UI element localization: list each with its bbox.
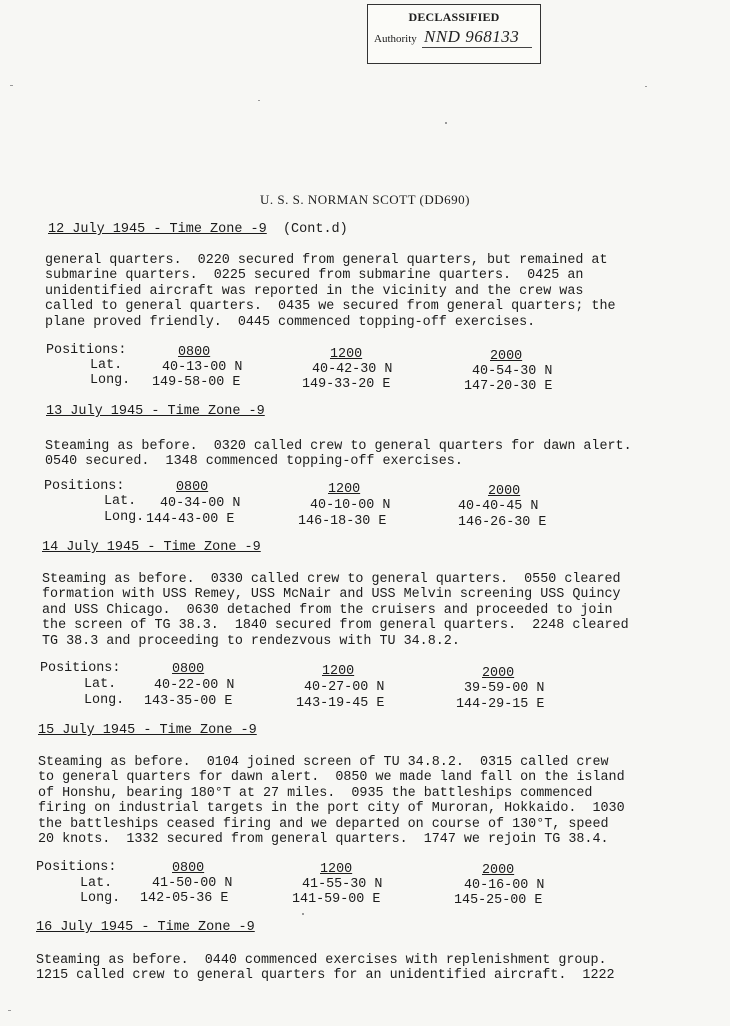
positions-table-15-july — [36, 860, 656, 912]
section-heading-16-july — [36, 920, 255, 935]
lat-label: Lat. — [90, 358, 123, 373]
time-1200: 1200 — [330, 347, 363, 362]
time-2000: 2000 — [490, 349, 523, 364]
lat-label: Lat. — [104, 494, 137, 509]
long-label: Long. — [84, 693, 125, 708]
positions-label: Positions: — [36, 860, 117, 875]
long-1200: 143-19-45 E — [296, 696, 385, 711]
body-line: 0540 secured. 1348 commenced topping-off exercises. — [45, 454, 463, 470]
long-0800: 149-58-00 E — [152, 375, 241, 390]
body-line: the screen of TG 38.3. 1840 secured from general quarters. 2248 cleared — [42, 618, 629, 634]
section-body-14-july — [42, 572, 702, 649]
long-2000: 145-25-00 E — [454, 893, 543, 908]
lat-2000: 40-40-45 N — [458, 499, 539, 514]
long-1200: 149-33-20 E — [302, 377, 391, 392]
lat-label: Lat. — [84, 677, 117, 692]
body-line: to general quarters for dawn alert. 0850 we made land fall on the island — [38, 770, 625, 786]
long-1200: 141-59-00 E — [292, 892, 381, 907]
long-2000: 146-26-30 E — [458, 515, 547, 530]
time-0800: 0800 — [172, 861, 205, 876]
time-0800: 0800 — [176, 480, 209, 495]
lat-0800: 40-13-00 N — [162, 360, 243, 375]
long-1200: 146-18-30 E — [298, 514, 387, 529]
section-heading-15-july — [38, 723, 257, 738]
body-line: Steaming as before. 0104 joined screen of TU 34.8.2. 0315 called crew — [38, 755, 609, 770]
section-body-13-july — [45, 439, 705, 470]
lat-1200: 40-27-00 N — [304, 680, 385, 695]
lat-0800: 41-50-00 N — [152, 876, 233, 891]
section-body-12-july — [45, 253, 705, 330]
body-line: firing on industrial targets in the port city of Muroran, Hokkaido. 1030 — [38, 801, 625, 817]
long-0800: 143-35-00 E — [144, 694, 233, 709]
lat-2000: 40-54-30 N — [472, 364, 553, 379]
section-date: 16 July 1945 - Time Zone -9 — [36, 920, 255, 935]
body-line: and USS Chicago. 0630 detached from the cruisers and proceeded to join — [42, 602, 613, 618]
positions-table-12-july — [44, 343, 664, 395]
section-date: 13 July 1945 - Time Zone -9 — [46, 404, 265, 419]
section-date: 14 July 1945 - Time Zone -9 — [42, 540, 261, 555]
long-0800: 144-43-00 E — [146, 512, 235, 527]
lat-1200: 40-42-30 N — [312, 362, 393, 377]
lat-2000: 40-16-00 N — [464, 878, 545, 893]
lat-0800: 40-34-00 N — [160, 496, 241, 511]
time-1200: 1200 — [322, 664, 355, 679]
lat-2000: 39-59-00 N — [464, 681, 545, 696]
long-label: Long. — [80, 891, 121, 906]
section-date: 15 July 1945 - Time Zone -9 — [38, 723, 257, 738]
time-2000: 2000 — [482, 863, 515, 878]
lat-1200: 41-55-30 N — [302, 877, 383, 892]
body-line: of Honshu, bearing 180°T at 27 miles. 0935 the battleships commenced — [38, 785, 593, 801]
stamp-authority-label: Authority — [374, 33, 417, 45]
time-1200: 1200 — [328, 482, 361, 497]
long-label: Long. — [90, 373, 131, 388]
stamp-authority-value: NND 968133 — [424, 27, 520, 46]
section-heading-13-july — [46, 404, 265, 419]
long-0800: 142-05-36 E — [140, 891, 229, 906]
lat-0800: 40-22-00 N — [154, 678, 235, 693]
body-line: 1215 called crew to general quarters for an unidentified aircraft. 1222 — [36, 968, 615, 984]
body-line: Steaming as before. 0330 called crew to general quarters. 0550 cleared — [42, 572, 621, 587]
long-2000: 147-20-30 E — [464, 379, 553, 394]
time-1200: 1200 — [320, 862, 353, 877]
body-line: plane proved friendly. 0445 commenced topping-off exercises. — [45, 314, 536, 330]
lat-label: Lat. — [80, 876, 113, 891]
section-body-16-july — [36, 953, 696, 984]
stamp-title: DECLASSIFIED — [408, 10, 500, 24]
positions-label: Positions: — [44, 479, 125, 494]
body-line: general quarters. 0220 secured from general quarters, but remained at — [45, 253, 608, 268]
declassified-stamp — [367, 4, 541, 64]
positions-table-14-july — [40, 661, 660, 713]
body-line: called to general quarters. 0435 we secured from general quarters; the — [45, 299, 616, 315]
lat-1200: 40-10-00 N — [310, 498, 391, 513]
time-2000: 2000 — [488, 484, 521, 499]
section-body-15-july — [38, 755, 698, 847]
time-0800: 0800 — [178, 345, 211, 360]
section-heading-14-july — [42, 540, 261, 555]
ship-title: U. S. S. NORMAN SCOTT (DD690) — [259, 192, 470, 207]
body-line: TG 38.3 and proceeding to rendezvous with TU 34.8.2. — [42, 633, 460, 649]
body-line: submarine quarters. 0225 secured from submarine quarters. 0425 an — [45, 268, 584, 284]
body-line: Steaming as before. 0320 called crew to general quarters for dawn alert. — [45, 439, 632, 454]
body-line: unidentified aircraft was reported in the vicinity and the crew was — [45, 283, 584, 299]
section-heading-12-july — [48, 222, 348, 237]
section-suffix: (Cont.d) — [282, 222, 348, 237]
positions-table-13-july — [44, 479, 664, 531]
positions-label: Positions: — [40, 661, 121, 676]
time-0800: 0800 — [172, 662, 205, 677]
body-line: formation with USS Remey, USS McNair and USS Melvin screening USS Quincy — [42, 587, 621, 603]
long-label: Long. — [104, 510, 145, 525]
stamp-underline — [422, 47, 532, 48]
section-date: 12 July 1945 - Time Zone -9 — [48, 222, 267, 237]
body-line: the battleships ceased firing and we departed on course of 130°T, speed — [38, 816, 609, 832]
long-2000: 144-29-15 E — [456, 697, 545, 712]
body-line: 20 knots. 1332 secured from general quarters. 1747 we rejoin TG 38.4. — [38, 832, 609, 848]
positions-label: Positions: — [46, 343, 127, 358]
time-2000: 2000 — [482, 666, 515, 681]
body-line: Steaming as before. 0440 commenced exercises with replenishment group. — [36, 953, 607, 968]
